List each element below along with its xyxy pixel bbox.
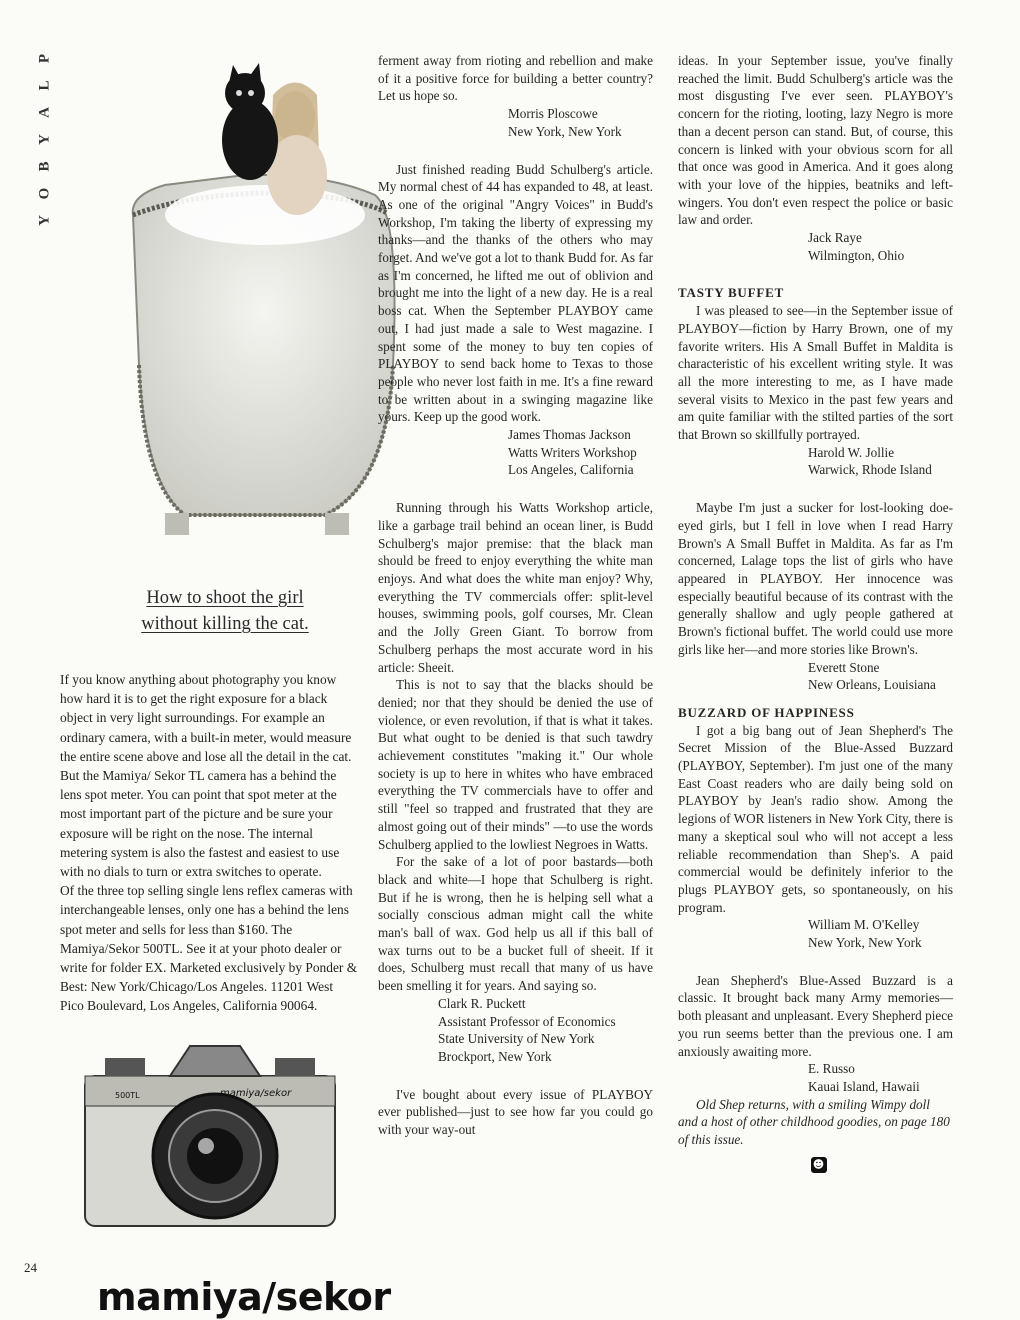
letter-signature: Everett Stone New Orleans, Louisiana <box>808 659 936 693</box>
letter-signature: Morris Ploscowe New York, New York <box>508 106 622 139</box>
camera-model-label: 500TL <box>115 1090 140 1100</box>
letter-text: For the sake of a lot of poor bastards—both black and white—I hope that Schulberg is right. But if he is wrong, then he is helping sell what a socially conscious adman might call the white man's ball of wax. God help us all if this ball of wax turns out to be a bucket full of sheeit. If it does, Schulberg must recall that many of us have been smelling it for years. And saying so. <box>378 854 653 994</box>
rabbit-head-icon: ☻ <box>811 1157 827 1173</box>
section-heading: TASTY BUFFET <box>678 285 785 301</box>
letter-signature: Jack Raye Wilmington, Ohio <box>808 230 905 263</box>
ad-paragraph: Of the three top selling single lens reflex cameras with interchangeable lenses, only one has a behind the lens spot meter and sells for less than $160. The Mamiya/Sekor 500TL. See it at your photo dealer or write for folder EX. Marketed exclusively by Ponder & Best: New York/Chicago/Los Angeles. 11201 West Pico Boulevard, Los Angeles, California 90064. <box>60 883 358 1014</box>
letter-text: I got a big bang out of Jean Shepherd's The Secret Mission of the Blue-Assed Buzzard (PLAYBOY, September). I'm just one of the many East Coast readers who are daily being sold on PLAYBOY by Jean's radio show. Among the legions of WOR listeners in New York City, there is many a skeptical soul who will not accept a less reliable recommendation than Shep's. A paid commercial would be definitely inferior to the plugs PLAYBOY gets, so spontaneously, on his program. <box>678 722 953 915</box>
camera-brand-label: mamiya/sekor <box>220 1087 292 1099</box>
photo-caption: Old Shep returns, with a smiling Wimpy doll and a host of other childhood goodies, on page 180 of this issue. <box>678 1096 950 1148</box>
letter-text: Just finished reading Budd Schulberg's article. My normal chest of 44 has expanded to 48, at least. As one of the original "Angry Voices" in Budd's Workshop, I'm taking the liberty of expressing my thanks—and the thanks of the others who may forget. And we've got a lot to thank Budd for. As far as I'm concerned, he lifted me out of oblivion and brought me into the light of a new day. He is a real boss cat. When the September PLAYBOY came out, I had just made a sale to West magazine. I spent some of the money to buy ten copies of PLAYBOY to send back home to Texas to those people who never lost faith in me. It's a fine reward to be written about in a swinging magazine like yours. Keep up the good work. <box>378 161 653 425</box>
camera-advertisement <box>60 45 391 1319</box>
ad-paragraph: If you know anything about photography you know how hard it is to get the right exposure for a black object in very light surroundings. For example an ordinary camera, with a built-in meter, would measure the entire scene above and lose all the detail in the cat. But the Mamiya/ Sekor TL camera has a behind the lens spot meter. You can point that spot meter at the most important part of the picture and be sure your exposure will be right on the nose. The internal metering system is also the fastest and easiest to use with no dials to turn or extra switches to operate. <box>60 672 352 880</box>
letter-text: ferment away from rioting and rebellion and make of it a positive force for building a better country? Let us hope so. <box>378 53 653 104</box>
letter-text: I was pleased to see—in the September issue of PLAYBOY—fiction by Harry Brown, one of my favorite writers. His A Small Buffet in Maldita is characteristic of his excellent writing style. It was all the more interesting to me, as I have made several visits to Mexico in the past few years and am quite familiar with the stilted parties of the sort that Brown so skillfully portrayed. <box>678 303 953 443</box>
letter-signature: Harold W. Jollie Warwick, Rhode Island <box>808 444 932 478</box>
ad-body-copy <box>60 670 360 1241</box>
brand-logo: mamiya/sekor <box>97 1275 391 1319</box>
letter-text: ideas. In your September issue, you've finally reached the limit. Budd Schulberg's article was the most disgusting I've ever seen. PLAYBOY's concern for the rioting, looting, lazy Negro is more than a decent person can stand. But, of course, this concern is linked with your obvious scorn for all that once was good in America. And it goes along with your love of the hippies, beatniks and left-wingers. You don't even respect the police or basic law and order. <box>678 53 953 228</box>
camera-icon <box>80 1036 340 1256</box>
ad-headline: How to shoot the girl without killing the cat. <box>141 588 309 634</box>
section-heading: BUZZARD OF HAPPINESS <box>678 704 855 720</box>
letter-text: I've bought about every issue of PLAYBOY ever published—just to see how far you could go with your way-out <box>378 1086 653 1138</box>
letter-signature: William M. O'Kelley New York, New York <box>808 917 922 951</box>
letter-signature: James Thomas Jackson Watts Writers Workshop Los Angeles, California <box>508 427 637 478</box>
bathtub-photo <box>125 45 405 565</box>
letter-text: Jean Shepherd's Blue-Assed Buzzard is a classic. It brought back many Army memories—both pleasant and unpleasant. Every Shepherd piece you run seems better than the previous one. I am anxiously awaiting more. <box>678 972 953 1059</box>
letter-signature: E. Russo Kauai Island, Hawaii <box>808 1061 920 1094</box>
running-head: P L A Y B O Y <box>36 53 53 226</box>
letters-column-1 <box>378 52 653 1139</box>
letter-signature: Clark R. Puckett Assistant Professor of Economics State University of New York Brockport, New York <box>438 995 616 1064</box>
letters-column-2 <box>678 52 953 1173</box>
letter-text: Running through his Watts Workshop article, like a garbage trail behind an ocean liner, is Budd Schulberg's major premise: that the black man should be freed to enjoy everything the white man enjoys. And what does the white man enjoy? Why, everything the TV commercials offer: split-level houses, swimming pools, golf courses, Mr. Clean and the Jolly Green Giant. To borrow from Schulberg perhaps the most accurate word in his article: Sheeit. <box>378 500 653 675</box>
letter-text: Maybe I'm just a sucker for lost-looking doe-eyed girls, but I fell in love when I read Harry Brown's A Small Buffet in Maldita. As far as I'm concerned, Lalage tops the list of girls who have appeared in PLAYBOY. Her innocence was especially beautiful because of its contrast with the generally shallow and ugly people gathered at Brown's fictional buffet. The world could use more girls like her—and more stories like Brown's. <box>678 500 953 657</box>
letter-text: This is not to say that the blacks should be denied; nor that they should be denied the use of violence, or even revolution, if that is what it takes. But what ought to be denied is that such tawdry achievement constitutes "making it." Our whole society is up to here in whites who have embraced everything the TV commercials have to offer and still "feel so trapped and frustrated that they are almost going out of their minds" —to use the words Schulberg applied to the lowliest Negroes in Watts. <box>378 677 653 852</box>
page-number: 24 <box>24 1260 37 1275</box>
